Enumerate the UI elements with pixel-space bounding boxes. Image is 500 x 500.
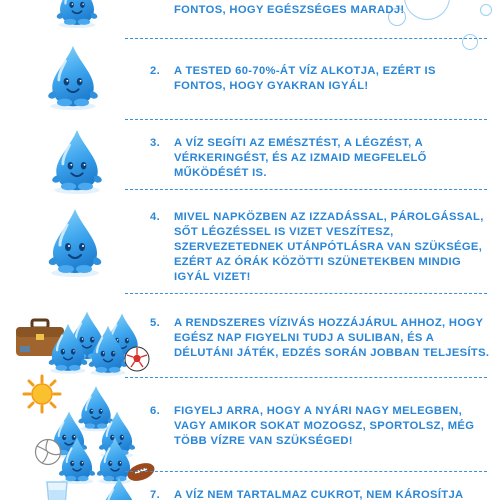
tip-text: FIGYELJ ARRA, HOGY A NYÁRI NAGY MELEGBEN, VAGY AMIKOR SOKAT MOZOGSZ, SPORTOLSZ, MÉG TÖBB VÍZRE VAN SZÜKSÉGED!: [174, 405, 475, 447]
divider: [125, 293, 487, 294]
divider: [125, 119, 487, 120]
bubble-decoration: [462, 34, 478, 50]
divider: [125, 471, 487, 472]
tip-text: A VÍZ SEGÍTI AZ EMÉSZTÉST, A LÉGZÉST, A VÉRKERINGÉST, ÉS AZ IZMAID MEGFELELŐ MŰKÖDÉSÉT IS.: [174, 137, 427, 179]
tip-number: 4.: [150, 211, 161, 223]
water-drop-mascot: [52, 0, 102, 33]
tip-item-5: [150, 316, 490, 361]
tip-item-4: [150, 210, 490, 285]
tip-text: MIVEL NAPKÖZBEN AZ IZZADÁSSAL, PÁROLGÁSSAL, SŐT LÉGZÉSSEL IS VIZET VESZÍTESZ, SZERVEZETEDNEK UTÁNPÓTLÁSRA VAN SZÜKSÉGE, EZÉRT AZ ÓRÁK KÖZÖTTI SZÜNETEKBEN MINDIG IGYÁL VIZET!: [174, 211, 484, 283]
tip-text: A TESTED 60-70%-ÁT VÍZ ALKOTJA, EZÉRT IS FONTOS, HOGY GYAKRAN IGYÁL!: [174, 65, 436, 92]
drinking-glass-icon: [44, 480, 70, 500]
water-drop-mascot: [44, 207, 106, 282]
tip-item-7: [150, 488, 490, 500]
water-drop-mascot: [46, 322, 90, 379]
tip-number: 5.: [150, 317, 161, 329]
tip-item-1: [150, 3, 490, 18]
tip-text: A VÍZ NEM TARTALMAZ CUKROT, NEM KÁROSÍTJA: [174, 489, 464, 500]
tip-item-6: [150, 404, 490, 449]
tip-item-2: [150, 64, 490, 94]
water-drop-mascot: [96, 476, 142, 500]
tip-number: 2.: [150, 65, 161, 77]
tip-number: 7.: [150, 489, 161, 500]
divider: [125, 38, 487, 39]
water-drop-mascot: [48, 128, 106, 199]
divider: [125, 189, 487, 190]
tip-text: A RENDSZERES VÍZIVÁS HOZZÁJÁRUL AHHOZ, HOGY EGÉSZ NAP FIGYELNI TUDJ A SULIBAN, ÉS A DÉLUTÁNI JÁTÉK, EDZÉS SORÁN JOBBAN TELJESÍTS.: [174, 317, 490, 359]
volleyball-icon: [34, 438, 62, 471]
divider: [125, 377, 487, 378]
tip-text: FONTOS, HOGY EGÉSZSÉGES MARADJ!: [174, 4, 405, 16]
tip-item-3: [150, 136, 490, 181]
soccer-ball-icon: [124, 346, 150, 377]
tip-number: 6.: [150, 405, 161, 417]
water-drop-mascot: [44, 44, 102, 115]
tip-number: 3.: [150, 137, 161, 149]
